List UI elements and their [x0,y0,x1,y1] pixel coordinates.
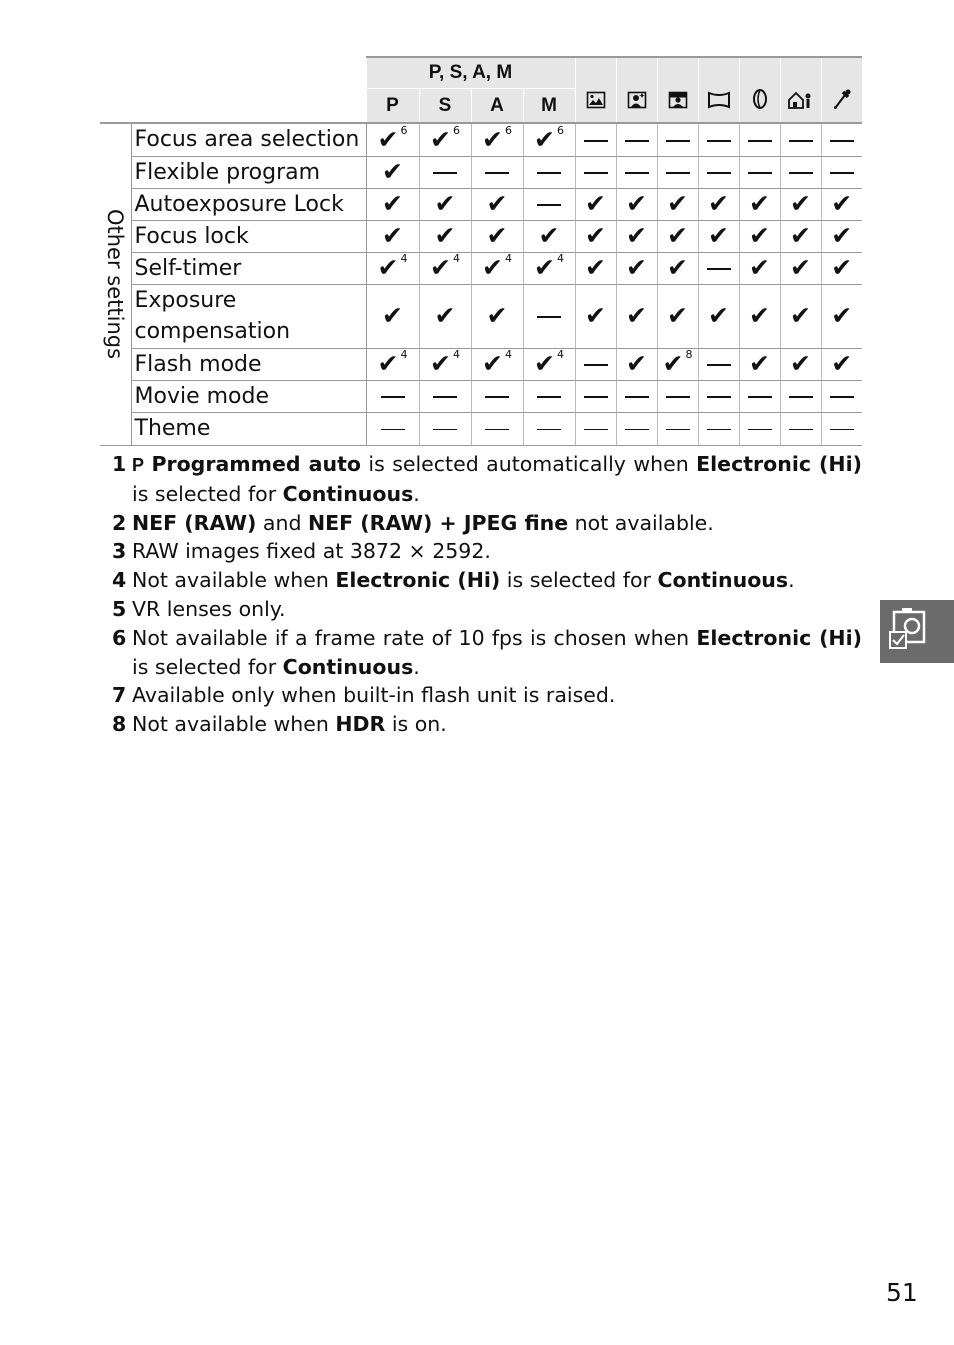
check-mark-icon: ✔ [749,221,770,250]
check-cell [821,284,862,348]
check-mark-icon: ✔ [377,349,399,378]
footnotes [112,450,862,739]
dash-mark-icon [485,429,509,431]
check-mark-icon: ✔ [626,253,647,282]
footnote-ref: 4 [504,252,512,265]
footnote-text: . [413,481,420,506]
check-mark-icon: ✔ [749,301,770,330]
mode-header-a: A [471,89,523,124]
dash-mark-icon [666,429,690,431]
dash-mark-icon [584,364,608,366]
check-cell [698,220,739,252]
check-mark-icon: ✔ [482,349,503,378]
row-label: Focus area selection [131,123,366,156]
check-cell [616,188,657,220]
check-mark-icon: ✔ [377,253,399,282]
dash-mark-icon [485,396,509,398]
check-mark-icon: ✔ [430,124,451,154]
footnote-emphasis: NEF (RAW) [132,510,257,535]
check-cell [821,188,862,220]
check-cell [821,348,862,380]
footnote-text: VR lenses only. [132,596,286,621]
footnote-text: Not available when [132,568,336,593]
footnote-number: 2 [112,510,127,535]
check-cell [366,123,419,156]
footnote-emphasis: Continuous [657,568,789,593]
dash-cell [523,412,575,445]
dash-cell [616,156,657,188]
dash-mark-icon [625,396,649,398]
footnote-3 [112,537,862,566]
footnote-ref: 8 [685,348,693,361]
table-corner [100,57,366,123]
dash-mark-icon [789,429,813,431]
table-body [100,123,862,445]
dash-cell [698,123,739,156]
check-cell [366,220,419,252]
check-cell [657,284,698,348]
dash-cell [575,156,616,188]
check-cell [575,284,616,348]
dash-cell [366,380,419,412]
mode-header-p: P [366,89,419,124]
check-cell [616,348,657,380]
footnote-text: . [788,568,795,593]
check-cell [471,348,523,380]
check-mark-icon: ✔ [382,221,403,250]
check-mark-icon: ✔ [486,221,508,250]
footnote-ref: 4 [452,348,460,361]
check-mark-icon: ✔ [626,301,647,330]
check-cell [780,284,821,348]
check-mark-icon: ✔ [430,349,451,378]
check-cell [780,220,821,252]
dash-cell [698,412,739,445]
dash-mark-icon [789,172,813,174]
row-label: Flash mode [131,348,366,380]
dash-cell [616,412,657,445]
footnote-text: is on. [385,712,447,737]
dash-cell [471,412,523,445]
row-label: Focus lock [131,220,366,252]
check-cell [523,252,575,284]
dash-cell [739,123,780,156]
dash-mark-icon [537,172,561,174]
check-cell [657,188,698,220]
check-mark-icon: ✔ [486,189,508,218]
check-mark-icon: ✔ [790,349,811,378]
check-mark-icon: ✔ [790,189,811,218]
dash-cell [698,348,739,380]
table-row [100,380,862,412]
dash-cell [523,284,575,348]
check-mark-icon: ✔ [662,349,684,378]
footnote-8 [112,710,862,739]
check-cell [698,284,739,348]
scene-portrait-icon [616,57,657,123]
check-cell [523,220,575,252]
check-cell [471,188,523,220]
footnote-emphasis: Electronic (Hi) [335,568,501,593]
dash-cell [821,156,862,188]
row-label: Theme [131,412,366,445]
dash-mark-icon [625,172,649,174]
dash-cell [575,380,616,412]
footnote-emphasis: P [132,455,145,475]
footnote-emphasis: Continuous [282,654,414,679]
dash-mark-icon [748,429,772,431]
dash-mark-icon [433,429,457,431]
row-label: Flexible program [131,156,366,188]
check-cell [739,220,780,252]
footnote-ref: 6 [504,123,512,137]
footnote-emphasis: Continuous [282,481,414,506]
scene-landscape-icon [575,57,616,123]
dash-mark-icon [789,140,813,142]
camera-checklist-icon [880,600,954,663]
check-mark-icon: ✔ [790,221,811,250]
footnote-text: Not available when [132,712,336,737]
check-cell [780,188,821,220]
check-mark-icon: ✔ [626,189,647,218]
dash-cell [471,380,523,412]
dash-cell [657,412,698,445]
check-cell [616,220,657,252]
dash-mark-icon [830,172,854,174]
compatibility-table [100,56,862,446]
table-row [100,252,862,284]
dash-cell [780,123,821,156]
dash-cell [575,348,616,380]
table-row [100,188,862,220]
dash-mark-icon [537,396,561,398]
section-tab [880,600,954,663]
check-mark-icon: ✔ [377,124,399,154]
check-mark-icon: ✔ [486,301,508,330]
check-cell [575,220,616,252]
dash-mark-icon [584,396,608,398]
check-cell [739,252,780,284]
dash-cell [698,380,739,412]
dash-cell [471,156,523,188]
dash-cell [657,123,698,156]
dash-mark-icon [830,140,854,142]
footnote-7 [112,681,862,710]
dash-cell [366,412,419,445]
dash-mark-icon [433,396,457,398]
check-mark-icon: ✔ [831,221,853,250]
check-mark-icon: ✔ [831,253,853,282]
footnote-number: 3 [112,539,127,564]
dash-mark-icon [789,396,813,398]
dash-mark-icon [584,172,608,174]
check-cell [523,123,575,156]
footnote-emphasis: HDR [335,712,386,737]
scene-panorama-icon [698,57,739,123]
check-cell [821,252,862,284]
check-mark-icon: ✔ [626,221,647,250]
footnote-text: not available. [568,510,714,535]
dash-cell [698,156,739,188]
dash-cell [739,156,780,188]
dash-mark-icon [707,140,731,142]
scene-miniature-icon [780,57,821,123]
dash-mark-icon [707,396,731,398]
dash-cell [419,380,471,412]
check-cell [471,123,523,156]
table-row [100,156,862,188]
check-cell [523,348,575,380]
check-cell [366,156,419,188]
dash-cell [657,156,698,188]
dash-mark-icon [830,396,854,398]
check-mark-icon: ✔ [538,221,560,250]
footnote-ref: 4 [400,348,408,361]
dash-cell [780,412,821,445]
footnote-emphasis: NEF (RAW) + JPEG fine [308,510,569,535]
check-mark-icon: ✔ [667,301,688,330]
check-cell [739,284,780,348]
check-mark-icon: ✔ [585,189,606,218]
check-cell [780,252,821,284]
dash-cell [698,252,739,284]
check-cell [471,252,523,284]
check-cell [419,123,471,156]
side-label: Other settings [103,209,128,360]
dash-mark-icon [537,316,561,318]
table-row [100,348,862,380]
dash-mark-icon [666,396,690,398]
check-cell [366,284,419,348]
check-mark-icon: ✔ [708,301,729,330]
dash-mark-icon [625,429,649,431]
check-cell [471,220,523,252]
check-mark-icon: ✔ [434,301,456,330]
check-mark-icon: ✔ [708,189,729,218]
check-cell [419,284,471,348]
dash-mark-icon [433,172,457,174]
footnote-text: is selected automatically when [360,452,697,476]
check-cell [471,284,523,348]
dash-cell [616,380,657,412]
footnote-emphasis: Electronic (Hi) [696,625,862,650]
dash-cell [821,412,862,445]
check-mark-icon: ✔ [585,253,606,282]
dash-mark-icon [748,140,772,142]
dash-mark-icon [830,429,854,431]
dash-mark-icon [666,172,690,174]
dash-cell [419,156,471,188]
footnote-ref: 4 [504,348,512,361]
row-label: Exposure compensation [131,284,366,348]
footnote-number: 1 [112,452,127,476]
check-cell [616,252,657,284]
check-cell [575,188,616,220]
check-mark-icon: ✔ [382,157,403,186]
footnote-ref: 4 [556,348,564,361]
check-mark-icon: ✔ [667,189,688,218]
footnote-4 [112,566,862,595]
dash-mark-icon [537,429,561,431]
scene-soft-icon [739,57,780,123]
dash-cell [575,412,616,445]
dash-mark-icon [584,140,608,142]
table-row [100,412,862,445]
check-mark-icon: ✔ [534,124,555,154]
group-header: P, S, A, M [366,57,575,89]
check-cell [575,252,616,284]
dash-mark-icon [381,429,405,431]
check-mark-icon: ✔ [831,301,853,330]
side-label-cell [100,123,131,445]
footnote-text: Not available if a frame rate of 10 fps is chosen when [132,625,697,650]
footnote-ref: 6 [400,123,408,137]
dash-cell [780,156,821,188]
check-mark-icon: ✔ [790,253,811,282]
check-mark-icon: ✔ [667,253,688,282]
check-mark-icon: ✔ [534,349,555,378]
check-mark-icon: ✔ [534,253,555,282]
dash-cell [739,380,780,412]
check-mark-icon: ✔ [667,221,688,250]
table-row [100,220,862,252]
dash-cell [821,123,862,156]
check-mark-icon: ✔ [482,124,503,154]
dash-cell [523,380,575,412]
dash-mark-icon [707,268,731,270]
dash-mark-icon [707,172,731,174]
check-cell [698,188,739,220]
footnote-6 [112,624,862,682]
footnote-text: is selected for [132,654,283,679]
dash-mark-icon [381,396,405,398]
check-mark-icon: ✔ [430,253,451,282]
scene-selective-color-icon [821,57,862,123]
check-mark-icon: ✔ [434,189,456,218]
footnote-ref: 4 [452,252,460,265]
check-mark-icon: ✔ [831,189,853,218]
check-cell [739,188,780,220]
dash-mark-icon [485,172,509,174]
scene-night-portrait-icon [657,57,698,123]
check-mark-icon: ✔ [708,221,729,250]
footnote-text: RAW images fixed at 3872 × 2592. [132,539,491,564]
check-mark-icon: ✔ [585,301,606,330]
check-cell [657,220,698,252]
footnote-1 [112,450,862,509]
footnote-number: 5 [112,596,127,621]
mode-header-s: S [419,89,471,124]
dash-cell [739,412,780,445]
row-label: Self-timer [131,252,366,284]
footnote-5 [112,595,862,624]
check-mark-icon: ✔ [626,349,647,378]
footnote-ref: 4 [400,252,408,265]
table-row [100,284,862,348]
check-mark-icon: ✔ [749,189,770,218]
dash-cell [780,380,821,412]
check-cell [780,348,821,380]
check-mark-icon: ✔ [585,221,606,250]
dash-mark-icon [707,429,731,431]
check-mark-icon: ✔ [790,301,811,330]
footnote-2 [112,509,862,538]
dash-mark-icon [748,396,772,398]
footnote-ref: 6 [452,123,460,137]
footnote-emphasis: Electronic (Hi) [696,452,862,476]
table-row [100,123,862,156]
footnote-number: 7 [112,683,127,708]
dash-mark-icon [748,172,772,174]
dash-cell [523,156,575,188]
check-cell [739,348,780,380]
check-cell [821,220,862,252]
check-cell [419,348,471,380]
dash-cell [575,123,616,156]
dash-mark-icon [537,204,561,206]
dash-cell [821,380,862,412]
row-label: Autoexposure Lock [131,188,366,220]
dash-cell [657,380,698,412]
mode-header-m: M [523,89,575,124]
check-mark-icon: ✔ [482,253,503,282]
footnote-number: 6 [112,625,127,650]
footnote-text: and [256,510,308,535]
footnote-number: 8 [112,712,127,737]
check-mark-icon: ✔ [434,221,456,250]
dash-mark-icon [625,140,649,142]
dash-mark-icon [666,140,690,142]
check-mark-icon: ✔ [382,189,403,218]
footnote-text: . [413,654,420,679]
check-cell [366,188,419,220]
check-cell [657,252,698,284]
check-mark-icon: ✔ [749,349,770,378]
check-mark-icon: ✔ [382,301,403,330]
check-cell [366,348,419,380]
dash-cell [523,188,575,220]
footnote-ref: 4 [556,252,564,265]
footnote-text: is selected for [500,568,658,593]
dash-cell [419,412,471,445]
check-mark-icon: ✔ [831,349,853,378]
row-label: Movie mode [131,380,366,412]
footnote-text: Available only when built-in flash unit is raised. [132,683,616,708]
footnote-number: 4 [112,568,127,593]
check-cell [419,188,471,220]
footnote-ref: 6 [556,123,564,137]
dash-cell [616,123,657,156]
page-number: 51 [886,1278,918,1307]
footnote-emphasis: Programmed auto [151,452,361,476]
check-cell [616,284,657,348]
check-mark-icon: ✔ [749,253,770,282]
check-cell [419,252,471,284]
dash-mark-icon [707,364,731,366]
check-cell [366,252,419,284]
footnote-text: is selected for [132,481,283,506]
check-cell [657,348,698,380]
check-cell [419,220,471,252]
dash-mark-icon [584,429,608,431]
